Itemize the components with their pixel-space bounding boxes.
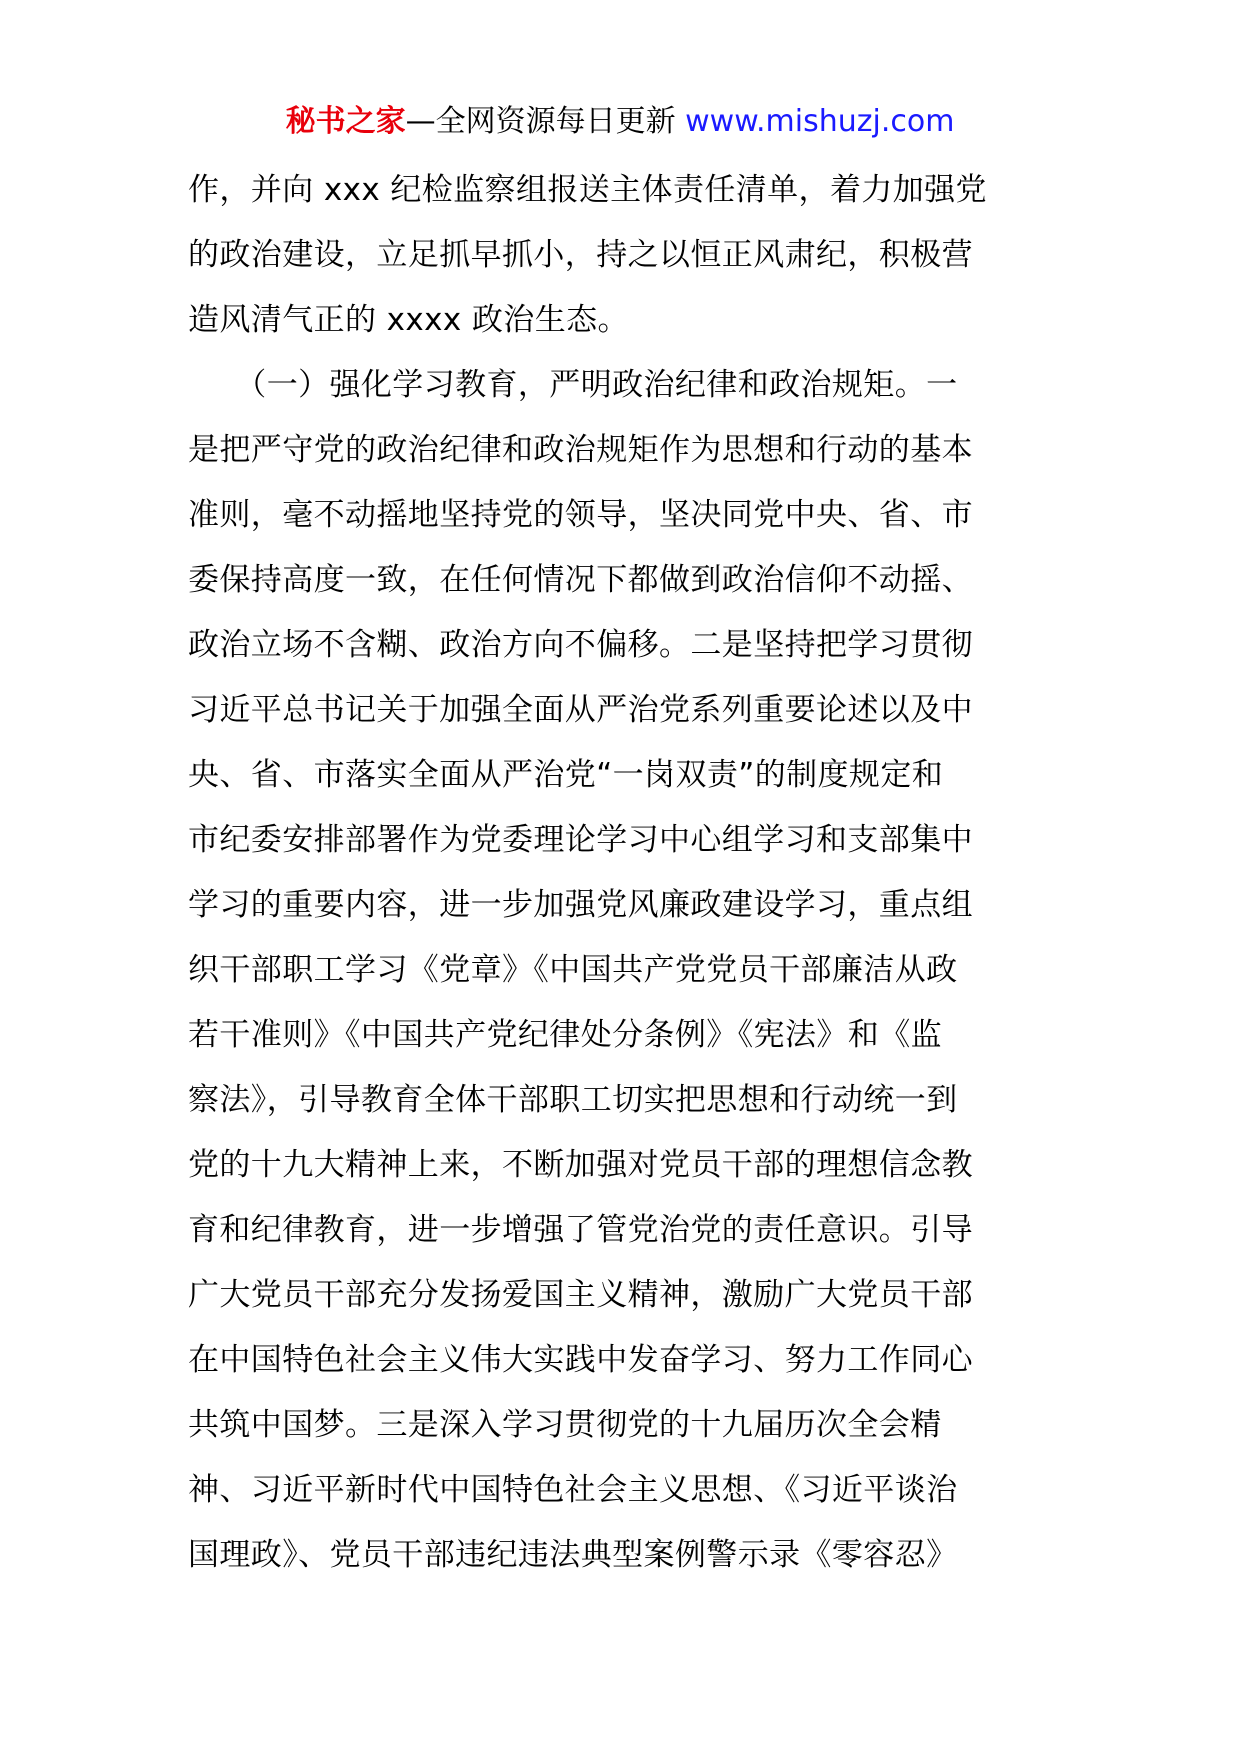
text-line: 广大党员干部充分发扬爱国主义精神，激励广大党员干部 [188,1277,973,1313]
text-line: 的政治建设，立足抓早抓小，持之以恒正风肃纪，积极营 [188,237,973,273]
text-line: 作，并向 xxx 纪检监察组报送主体责任清单，着力加强党 [188,172,987,208]
text-line: 习近平总书记关于加强全面从严治党系列重要论述以及中 [188,692,973,728]
text-line: 国理政》、党员干部违纪违法典型案例警示录《零容忍》 [188,1537,958,1573]
text-line: 党的十九大精神上来，不断加强对党员干部的理想信念教 [188,1147,973,1183]
text-line: 造风清气正的 xxxx 政治生态。 [188,302,629,338]
text-line: 准则，毫不动摇地坚持党的领导，坚决同党中央、省、市 [188,497,973,533]
text-line: 是把严守党的政治纪律和政治规矩作为思想和行动的基本 [188,432,973,468]
text-line: 政治立场不含糊、政治方向不偏移。二是坚持把学习贯彻 [188,627,973,663]
text-line: （一）强化学习教育，严明政治纪律和政治规矩。一 [188,367,958,403]
text-line: 央、省、市落实全面从严治党“一岗双责”的制度规定和 [188,757,944,793]
text-line: 神、习近平新时代中国特色社会主义思想、《习近平谈治 [188,1472,958,1508]
header-tagline: —全网资源每日更新 [405,104,686,139]
text-line: 委保持高度一致，在任何情况下都做到政治信仰不动摇、 [188,562,973,598]
site-url[interactable]: www.mishuzj.com [685,104,955,139]
brand-name: 秘书之家 [285,104,406,139]
text-line: 在中国特色社会主义伟大实践中发奋学习、努力工作同心 [188,1342,973,1378]
text-line: 育和纪律教育，进一步增强了管党治党的责任意识。引导 [188,1212,973,1248]
text-line: 市纪委安排部署作为党委理论学习中心组学习和支部集中 [188,822,973,858]
text-line: 共筑中国梦。三是深入学习贯彻党的十九届历次全会精 [188,1407,942,1443]
text-line: 织干部职工学习《党章》《中国共产党党员干部廉洁从政 [188,952,958,988]
text-line: 察法》，引导教育全体干部职工切实把思想和行动统一到 [188,1082,958,1118]
document-body [188,158,1054,1588]
text-line: 若干准则》《中国共产党纪律处分条例》《宪法》和《监 [188,1017,942,1053]
site-header [0,100,1240,144]
text-line: 学习的重要内容，进一步加强党风廉政建设学习，重点组 [188,887,973,923]
